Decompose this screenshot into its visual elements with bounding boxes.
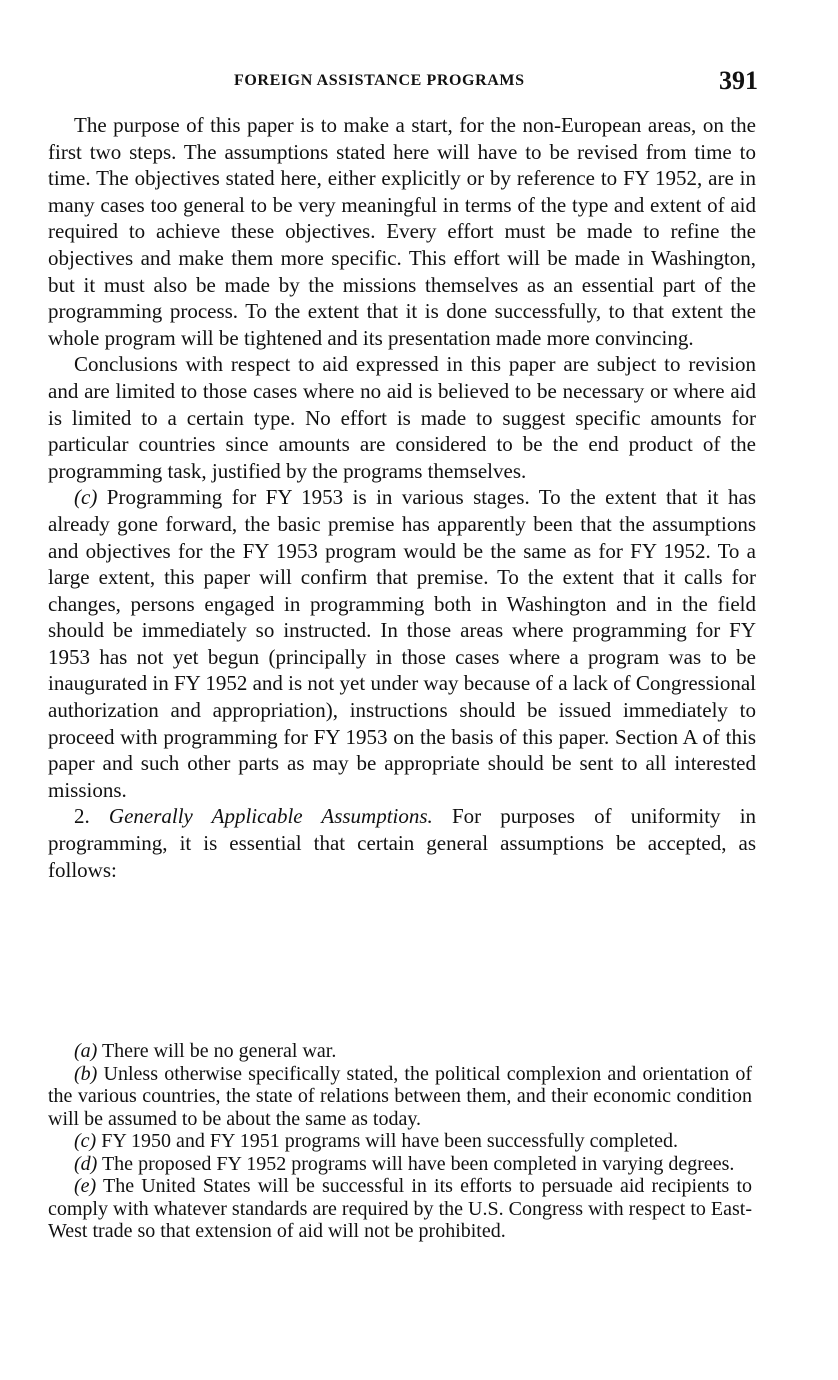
section-c-text: Programming for FY 1953 is in various stages. To the extent that it has already gone forward, the basic premise has apparently been that the assumptions and objectives for the FY 1953 program would be the same as for FY 1952. To a large extent, this paper will confirm that premise. To the extent that it calls for changes, persons engaged in programming both in Washington and in the field should be immediately so instructed. In those areas where programming for FY 1953 has not yet begun (principally in those cases where a program was to be inaugurated in FY 1952 and is not yet under way because of a lack of Congressional authorization and appropriation), instructions should be issued immediately to proceed with programming for FY 1953 on the basis of this paper. Section A of this paper and such other parts as may be appropriate should be sent to all interested missions. — [48, 485, 757, 802]
paragraph-programming — [48, 484, 756, 803]
running-title: FOREIGN ASSISTANCE PROGRAMS — [234, 72, 525, 89]
assumption-item — [48, 1130, 752, 1153]
assumption-text: Unless otherwise specifically stated, the political complexion and orientation of the various countries, the state of relations between them, and their economic condition will be assumed to be about the same as today. — [48, 1062, 753, 1130]
assumption-text: FY 1950 and FY 1951 programs will have been successfully completed. — [101, 1130, 678, 1152]
assumption-label: (a) — [74, 1040, 98, 1062]
page-number: 391 — [719, 66, 758, 95]
assumption-item — [48, 1175, 752, 1243]
assumption-text: The proposed FY 1952 programs will have been completed in varying degrees. — [101, 1152, 735, 1175]
section-intro-text: For purposes of uniformity in programming, it is essential that certain general assumptions be accepted, as follows: — [48, 804, 757, 882]
paragraph-purpose: The purpose of this paper is to make a start, for the non-European areas, on the first two steps. The assumptions stated here will have to be revised from time to time. The objectives stated here, either explicitly or by reference to FY 1952, are in many cases too general to be very meaningful in terms of the type and extent of aid required to achieve these objectives. Every effort must be made to refine the objectives and make them more specific. This effort will be made in Washington, but it must also be made by the missions themselves as an essential part of the programming process. To the extent that it is done successfully, to that extent the whole program will be tightened and its presentation made more convincing. — [48, 113, 756, 350]
assumption-label: (e) — [74, 1175, 97, 1197]
assumptions-list — [48, 1040, 752, 1243]
section-number: 2. — [74, 804, 90, 829]
assumption-text: There will be no general war. — [101, 1040, 337, 1062]
section-c-label: (c) — [74, 485, 98, 510]
assumption-label: (c) — [74, 1130, 97, 1152]
paragraph-conclusions: Conclusions with respect to aid expressed in this paper are subject to revision and are limited to those cases where no aid is believed to be necessary or where aid is limited to a certain type. No effort is made to suggest specific amounts for particular countries since amounts are considered to be the end product of the programming task, justified by the programs themselves. — [48, 352, 756, 483]
page-header — [48, 66, 760, 100]
assumption-text: The United States will be successful in its efforts to persuade aid recipients to comply with whatever standards are required by the U.S. Congress with respect to East-West trade so that extension of aid will not be prohibited. — [48, 1175, 752, 1242]
assumption-label: (d) — [74, 1152, 98, 1175]
body-text — [48, 112, 756, 883]
assumption-item — [48, 1063, 752, 1131]
assumption-item — [48, 1153, 752, 1176]
assumption-item — [48, 1040, 752, 1063]
paragraph-assumptions-intro — [48, 803, 756, 883]
assumption-label: (b) — [74, 1062, 98, 1085]
section-title: Generally Applicable Assumptions. — [108, 804, 433, 829]
